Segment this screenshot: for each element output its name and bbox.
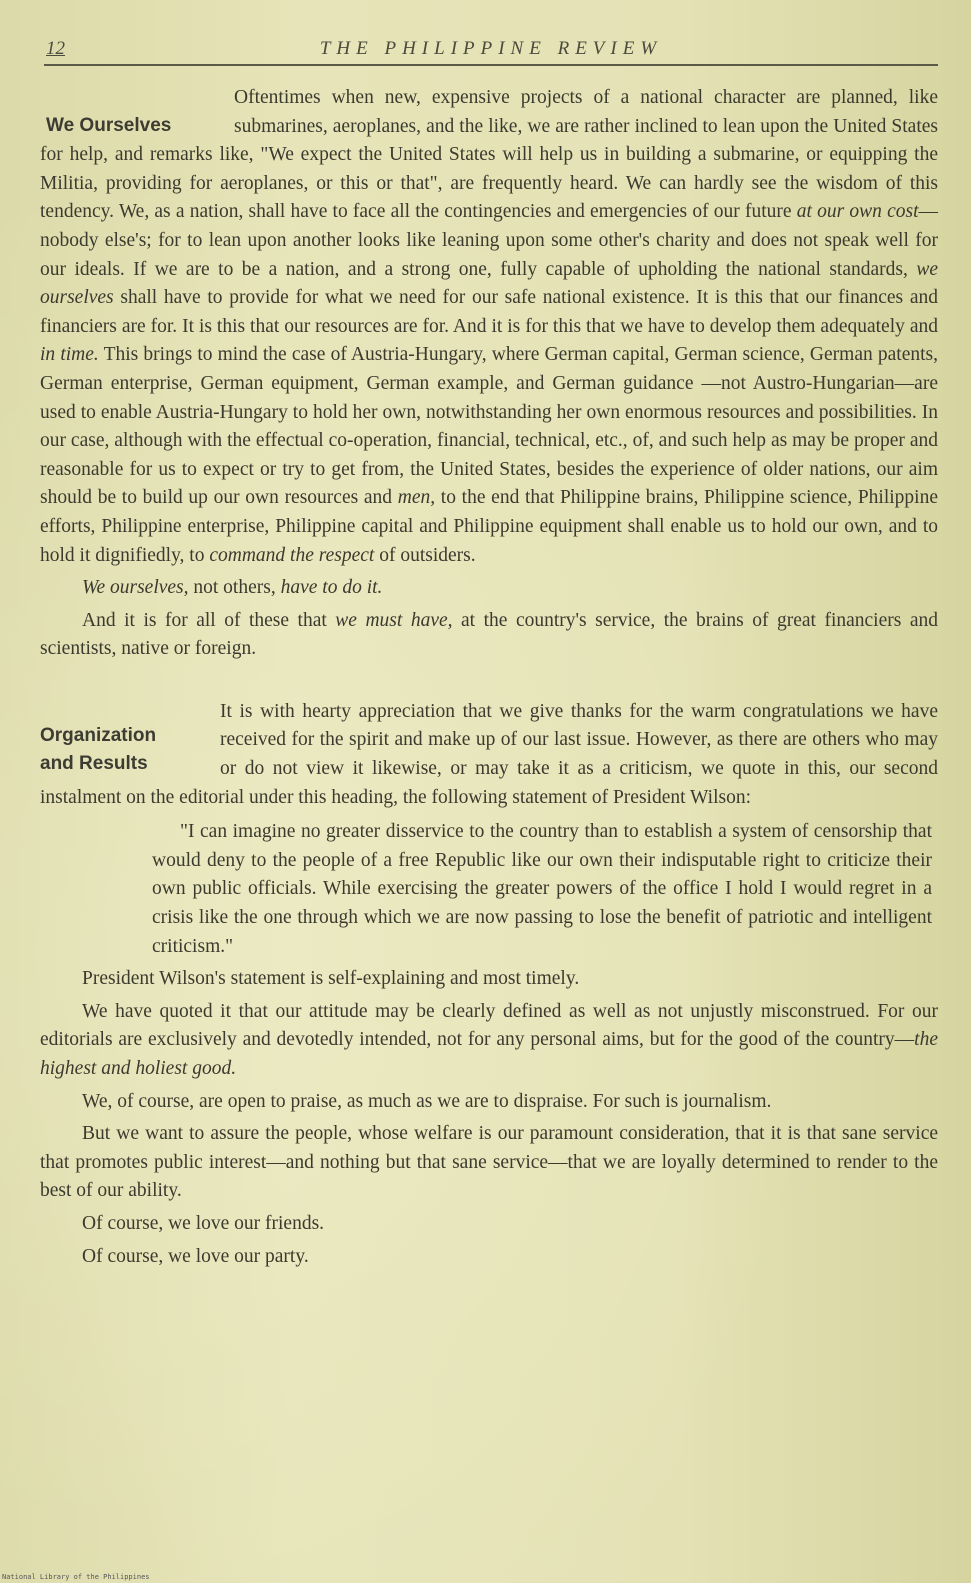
- paragraph-we-ourselves-3: And it is for all of these that we must have, at the country's service, the brains of great financiers and scientists, native or foreign.: [40, 609, 939, 660]
- paragraph-organization-7: Of course, we love our party.: [82, 1245, 309, 1267]
- paragraph-organization-1: It is with hearty appreciation that we give thanks for the warm congratulations we have received for the spirit and make up of our last issue. However, as there are others who may or do not view it likewise, or may take it as a criticism, we quote in this, our second instalment on the editorial under this heading, the following statement of President Wilson:: [40, 700, 938, 808]
- side-heading-we-ourselves: We Ourselves: [46, 115, 172, 136]
- paragraph-organization-3: We have quoted it that our attitude may be clearly defined as well as not unjustly misconstrued. For our editorials are exclusively and devotedly intended, not for any personal aims, but for the good of the country—the highest and holiest good.: [40, 1000, 938, 1079]
- section-organization: [40, 698, 938, 1271]
- running-title: THE PHILIPPINE REVIEW: [319, 38, 663, 59]
- page-number: 12: [46, 38, 65, 59]
- side-heading-organization: Organization and Results: [40, 724, 157, 774]
- library-credit: National Library of the Philippines: [2, 1573, 150, 1581]
- page-header: [44, 38, 938, 66]
- paragraph-we-ourselves: Oftentimes when new, expensive projects of a national character are planned, like submarines, aeroplanes, and the like, we are rather inclined to lean upon the United States for help, and remarks like, "We expect the United States will help us in building a submarine, or equipping the Militia, providing for aeroplanes, or this or that", are frequently heard. We can hardly see the wisdom of this tendency. We, as a nation, shall have to face all the contingencies and emergencies of our future at our own cost—nobody else's; for to lean upon another looks like leaning upon some other's charity and does not speak well for our ideals. If we are to be a nation, and a strong one, fully capable of upholding the national standards, we ourselves shall have to provide for what we need for our safe national existence. It is this that our finances and financiers are for. It is this that our resources are for. And it is for this that we have to develop them adequately and in time. This brings to mind the case of Austria-Hungary, where German capital, German science, German patents, German enterprise, German equipment, German example, and German guidance —not Austro-Hungarian—are used to enable Austria-Hungary to hold her own, notwithstanding her own enormous resources and possibilities. In our case, although with the effectual co-operation, financial, technical, etc., of, and such help as may be proper and reasonable for us to expect or try to get from, the United States, besides the experience of older nations, our aim should be to build up our own resources and men, to the end that Philippine brains, Philippine science, Philippine efforts, Philippine enterprise, Philippine capital and Philippine equipment shall enable us to hold our own, and to hold it dignifiedly, to command the respect of outsiders.: [40, 87, 938, 566]
- wilson-quote: "I can imagine no greater disservice to the country than to establish a system of censorship that would deny to the people of a free Republic like our own their indisputable right to criticize their own public officials. While exercising the greater powers of the office I hold I would regret in a crisis like the one through which we are now passing to lose the benefit of patriotic and intelligent criticism.": [152, 821, 932, 957]
- paragraph-organization-2: President Wilson's statement is self-explaining and most timely.: [82, 968, 580, 990]
- paragraph-organization-6: Of course, we love our friends.: [82, 1212, 325, 1234]
- article-body: [40, 84, 938, 1271]
- paragraph-organization-5: But we want to assure the people, whose welfare is our paramount consideration, that it is that sane service that promotes public interest—and nothing but that sane service—that we are loyally determined to render to the best of our ability.: [40, 1123, 938, 1202]
- paragraph-organization-4: We, of course, are open to praise, as much as we are to dispraise. For such is journalism.: [82, 1090, 772, 1112]
- paragraph-we-ourselves-2: We ourselves, not others, have to do it.: [82, 577, 383, 599]
